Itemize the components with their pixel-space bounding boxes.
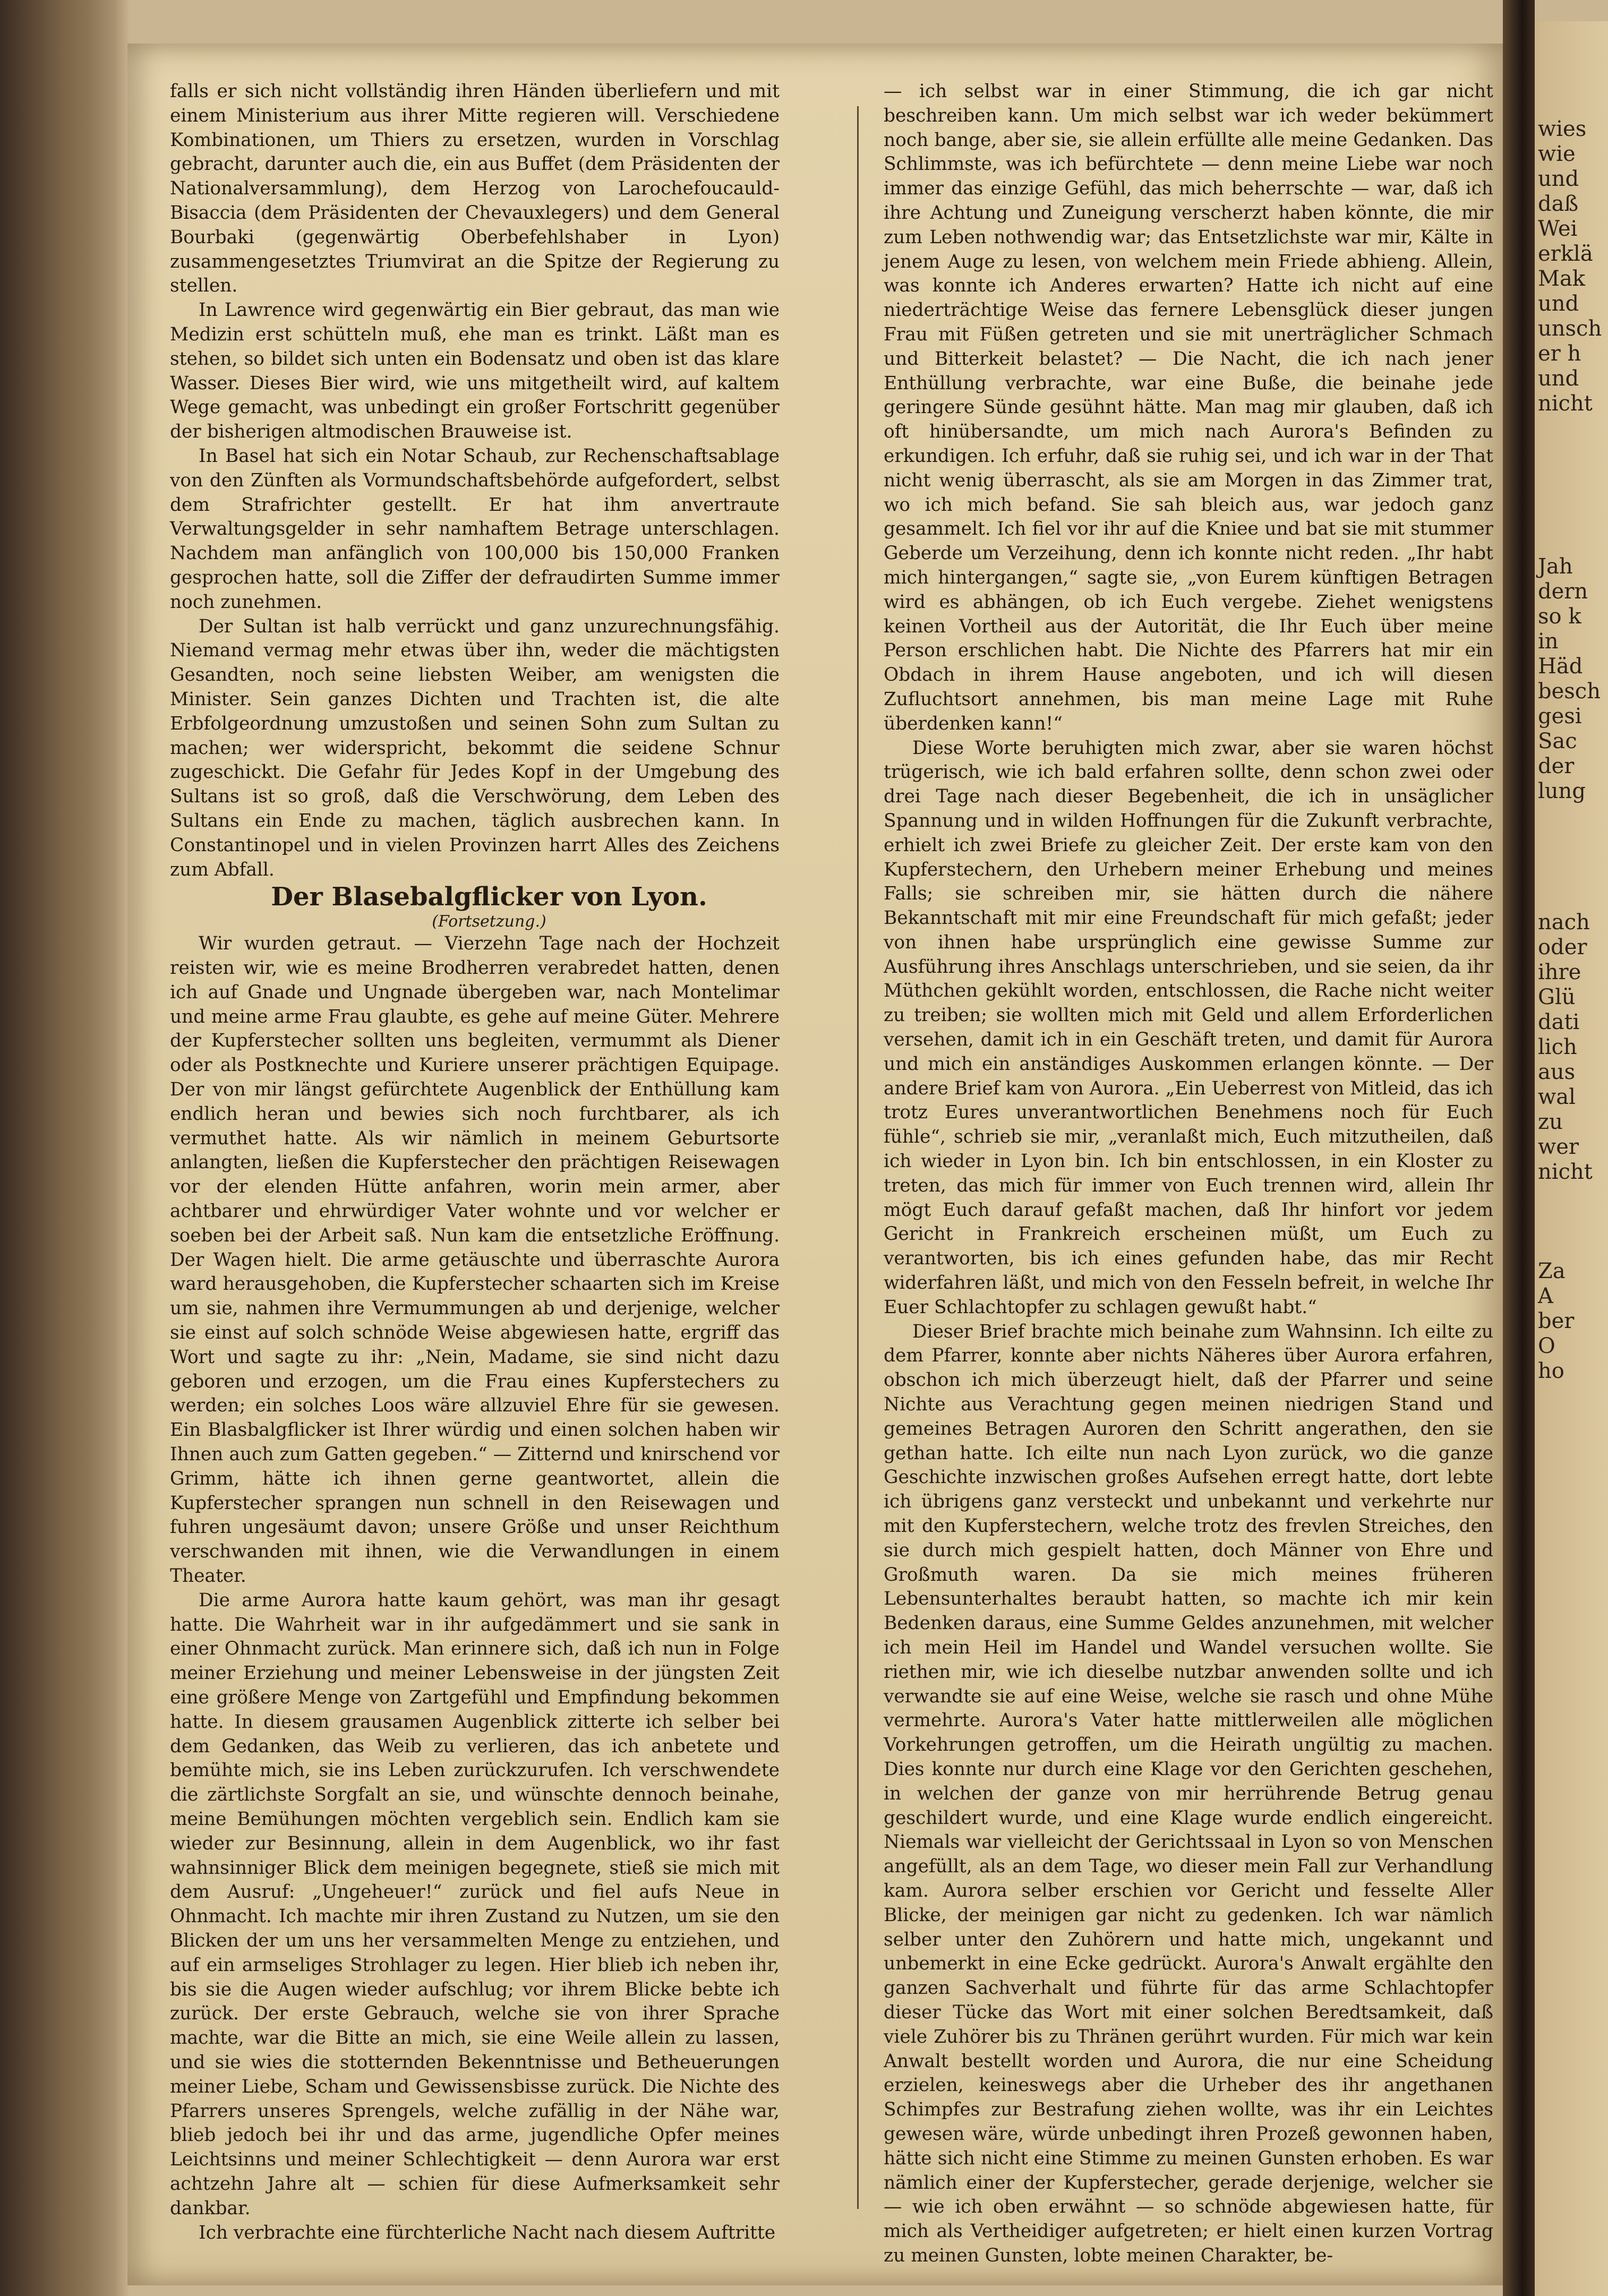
next-page-fragment: lich bbox=[1538, 1035, 1577, 1059]
next-page-fragment: Glü bbox=[1538, 985, 1576, 1009]
next-page-fragment: erklä bbox=[1538, 242, 1593, 266]
next-page-fragment: O bbox=[1538, 1334, 1555, 1358]
paragraph: Wir wurden getraut. — Vierzehn Tage nach der Hochzeit reisten wir, wie es meine Brodherren verabredet hatten, denen ich auf Gnade und Ungnade übergeben war, nach Montelimar und meine arme Frau glaubte, es gehe auf meine Güter. Mehrere der Kupferstecher sollten uns begleiten, vermummt als Diener oder als Postknechte und Kuriere unserer prächtigen Equipage. Der von mir längst gefürchtete Augenblick der Enthüllung kam endlich heran und bewies sich noch furchtbarer, als ich vermuthet hatte. Als wir nämlich in meinem Geburtsorte anlangten, ließen die Kupferstecher den prächtigen Reisewagen vor der elenden Hütte anfahren, worin mein armer, aber achtbarer und ehrwürdiger Vater wohnte und vor welcher er soeben bei der Arbeit saß. Nun kam die entsetzliche Eröffnung. Der Wagen hielt. Die arme getäuschte und überraschte Aurora ward herausgehoben, die Kupferstecher schaarten sich im Kreise um sie, nahmen ihre Vermummungen ab und derjenige, welcher sie einst auf solch schnöde Weise abgewiesen hatte, ergriff das Wort und sagte zu ihr: „Nein, Madame, sie sind nicht dazu geboren und erzogen, um die Frau eines Kupferstechers zu werden; ein solches Loos wäre allzuviel Ehre für sie gewesen. Ein Blasbalgflicker ist Ihrer würdig und einen solchen haben wir Ihnen auch zum Gatten gegeben.“ — Zitternd und knirschend vor Grimm, hätte ich ihnen gerne geantwortet, allein die Kupferstecher sprangen nun schnell in den Reisewagen und fuhren ungesäumt davon; unsere Größe und unser Reichthum verschwanden mit ihnen, wie die Verwandlungen in einem Theater. bbox=[170, 933, 780, 1587]
next-page-fragment: ber bbox=[1538, 1309, 1575, 1333]
next-page-fragment: A bbox=[1538, 1284, 1553, 1308]
next-page-fragment: daß bbox=[1538, 192, 1579, 216]
next-page-fragment: dati bbox=[1538, 1010, 1580, 1034]
paragraph: Diese Worte beruhigten mich zwar, aber sie waren höchst trügerisch, wie ich bald erfahren sollte, denn schon zwei oder drei Tage nach dieser Begebenheit, die ich in unsäglicher Spannung und in wilden Hoffnungen für die Zukunft verbrachte, erhielt ich zwei Briefe zu gleicher Zeit. Der erste kam von den Kupferstechern, den Urhebern meiner Erhebung und meines Falls; sie schreiben mir, sie hätten durch die nähere Bekanntschaft mit mir eine Freundschaft für mich gefaßt; jeder von ihnen habe ursprünglich eine gewisse Summe zur Ausführung ihres Anschlags unterschrieben, und sie seien, da ihr Müthchen gekühlt worden, entschlossen, die Rache nicht weiter zu treiben; sie wollten mich mit Geld und allem Erforderlichen versehen, damit ich in ein Geschäft treten, und damit für Aurora und mich ein anständiges Auskommen erlangen könnte. — Der andere Brief kam von Aurora. „Ein Ueberrest von Mitleid, das ich trotz Eures unverantwortlichen Benehmens noch für Euch fühle“, schrieb sie mir, „veranlaßt mich, Euch mitzutheilen, daß ich wieder in Lyon bin. Ich bin entschlossen, in ein Kloster zu treten, das mich für immer von Euch trennen wird, allein Ihr mögt Euch darauf gefaßt machen, daß Ihr hinfort vor jedem Gericht in Frankreich erscheinen müßt, um Euch zu verantworten, bis ich eines gefunden habe, das mir Recht widerfahren läßt, und mich von den Fesseln befreit, in welche Ihr Euer Schlachtopfer zu schlagen gewußt habt.“ bbox=[884, 737, 1493, 1318]
paragraph: Dieser Brief brachte mich beinahe zum Wahnsinn. Ich eilte zu dem Pfarrer, konnte aber nichts Näheres über Aurora erfahren, obschon ich mich überzeugt hielt, daß der Pfarrer und seine Nichte aus Verachtung gegen meinen niedrigen Stand und gemeines Betragen Auroren den Schritt angerathen, den sie gethan hatte. Ich eilte nun nach Lyon zurück, wo die ganze Geschichte inzwischen großes Aufsehen erregt hatte, dort lebte ich übrigens ganz versteckt und unbekannt und verkehrte nur mit den Kupferstechern, welche trotz des frevlen Streiches, den sie durch mich gespielt hatten, doch Männer von Ehre und Großmuth waren. Da sie mich meines früheren Lebensunterhaltes beraubt hatten, so machte ich mir kein Bedenken daraus, eine Summe Geldes anzunehmen, mit welcher ich mein Heil im Handel und Wandel versuchen wollte. Sie riethen mir, wie ich dieselbe nutzbar anwenden sollte und ich verwandte sie auf eine Weise, welche sie rasch und ohne Mühe vermehrte. Aurora's Vater hatte mittlerweilen alle möglichen Vorkehrungen getroffen, um die Heirath ungültig zu machen. Dies konnte nur durch eine Klage vor den Gerichten geschehen, in welchen der ganze von mir herrührende Betrug genau geschildert wurde, und eine Klage wurde endlich eingereicht. Niemals war vielleicht der Gerichtssaal in Lyon so von Menschen angefüllt, als an dem Tage, wo dieser mein Fall zur Verhandlung kam. Aurora selber erschien vor Gericht und fesselte Aller Blicke, der meinigen gar nicht zu gedenken. Ich war nämlich selber unter den Zuhörern und hatte mich, ungekannt und unbemerkt in eine Ecke gedrückt. Aurora's Anwalt ergählte den ganzen Sachverhalt und führte für das arme Schlachtopfer dieser Tücke das Wort mit einer solchen Beredtsamkeit, daß viele Zuhörer bis zu Thränen gerührt wurden. Für mich war kein Anwalt bestellt worden und Aurora, die nur eine Scheidung erzielen, keineswegs aber die Urheber des ihr angethanen Schimpfes zur Bestrafung ziehen wollte, was ihr ein Leichtes gewesen wäre, würde unbedingt ihren Prozeß gewonnen haben, hätte sich nicht eine Stimme zu meinen Gunsten erhoben. Es war nämlich einer der Kupferstecher, gerade derjenige, welcher sie — wie ich oben erwähnt — so schnöde abgewiesen hatte, für mich als Vertheidiger aufgetreten; er hielt einen kurzen Vortrag zu meinen Gunsten, lobte meinen Charakter, be- bbox=[884, 1321, 1493, 2266]
next-page-fragment: wie bbox=[1538, 142, 1576, 166]
next-page-fragment: und bbox=[1538, 292, 1579, 316]
next-page-fragment: Mak bbox=[1538, 267, 1586, 291]
next-page-fragment: Jah bbox=[1538, 554, 1573, 579]
next-page-fragment: besch bbox=[1538, 679, 1601, 704]
next-page-fragment: zu bbox=[1538, 1110, 1563, 1134]
paragraph: falls er sich nicht vollständig ihren Händen überliefern und mit einem Ministerium aus ihrer Mitte regieren will. Verschiedene Kombinationen, um Thiers zu ersetzen, wurden in Vorschlag gebracht, darunter auch die, ein aus Buffet (dem Präsidenten der Nationalversammlung), dem Herzog von Larochefoucauld-Bisaccia (dem Präsidenten der Chevauxlegers) und dem General Bourbaki (gegenwärtig Oberbefehlshaber in Lyon) zusammengesetztes Triumvirat an die Spitze der Regierung zu stellen. bbox=[170, 81, 780, 297]
column-divider bbox=[857, 106, 859, 2209]
next-page-fragment: nicht bbox=[1538, 1160, 1593, 1184]
next-page-fragment: ho bbox=[1538, 1359, 1564, 1383]
paragraph: — ich selbst war in einer Stimmung, die ich gar nicht beschreiben kann. Um mich selbst war ich weder bekümmert noch bange, aber sie, sie allein erfüllte alle meine Gedanken. Das Schlimmste, was ich befürchtete — denn meine Liebe war noch immer das einzige Gefühl, das mich beherrschte — war, daß ich ihre Achtung und Zuneigung verscherzt haben könnte, die mir zum Leben nothwendig war; das Entsetzlichste war mir, Kälte in jenem Auge zu lesen, von welchem mein Friede abhieng. Allein, was konnte ich Anderes erwarten? Hatte ich nicht auf eine niederträchtige Weise das fernere Lebensglück dieser jungen Frau mit Füßen getreten und sie mit unerträglicher Schmach und Bitterkeit belastet? — Die Nacht, die ich nach jener Enthüllung verbrachte, war eine Buße, die beinahe jede geringere Sünde gesühnt hätte. Man mag mir glauben, daß ich oft hinübersandte, um mich nach Aurora's Befinden zu erkundigen. Ich erfuhr, daß sie ruhig sei, und ich war in der That nicht wenig überrascht, als sie am Morgen in das Zimmer trat, wo ich mich befand. Sie sah bleich aus, war jedoch ganz gesammelt. Ich fiel vor ihr auf die Kniee und bat sie mit stummer Geberde um Verzeihung, denn ich konnte nicht reden. „Ihr habt mich hintergangen,“ sagte sie, „von Eurem künftigen Betragen wird es abhängen, ob ich Euch vergebe. Ziehet wenigstens keinen Vortheil aus der Autorität, die Ihr Euch über meine Person erschlichen habt. Die Nichte des Pfarrers hat mir ein Obdach in ihrem Hause angeboten, und ich will diesen Zufluchtsort annehmen, bis man meine Lage mit Ruhe überdenken kann!“ bbox=[884, 81, 1493, 734]
left-column bbox=[170, 80, 780, 2245]
book-gutter bbox=[1503, 0, 1535, 2296]
story-title: Der Blasebalgflicker von Lyon. bbox=[271, 882, 707, 912]
next-page-fragment: wies bbox=[1538, 117, 1587, 141]
paragraph: In Basel hat sich ein Notar Schaub, zur Rechenschaftsablage von den Zünften als Vormundschaftsbehörde aufgefordert, selbst dem Strafrichter gestellt. Er hat ihm anvertraute Verwaltungsgelder in sehr namhaftem Betrage unterschlagen. Nachdem man anfänglich von 100,000 bis 150,000 Franken gesprochen hatte, soll die Ziffer der defraudirten Summe immer noch zunehmen. bbox=[170, 445, 780, 613]
next-page-fragment: lung bbox=[1538, 779, 1586, 803]
next-page-fragment: aus bbox=[1538, 1060, 1576, 1084]
next-page-fragment: gesi bbox=[1538, 704, 1582, 729]
right-column bbox=[884, 80, 1493, 2268]
next-page-fragment: Sac bbox=[1538, 729, 1577, 753]
story-subtitle: (Fortsetzung.) bbox=[432, 912, 546, 931]
next-page-fragment: nach bbox=[1538, 910, 1590, 935]
next-page-fragment: in bbox=[1538, 629, 1559, 654]
paragraph: Der Sultan ist halb verrückt und ganz unzurechnungsfähig. Niemand vermag mehr etwas über ihn, weder die mächtigsten Gesandten, noch seine liebsten Weiber, am wenigsten die Minister. Sein ganzes Dichten und Trachten ist, die alte Erbfolgeordnung umzustoßen und seinen Sohn zum Sultan zu machen; wer widerspricht, bekommt die seidene Schnur zugeschickt. Die Gefahr für Jedes Kopf in der Umgebung des Sultans ist so groß, daß die Verschwörung, dem Leben des Sultans ein Ende zu machen, täglich ausbrechen kann. In Constantinopel und in vielen Provinzen harrt Alles des Zeichens zum Abfall. bbox=[170, 615, 780, 880]
paragraph: Die arme Aurora hatte kaum gehört, was man ihr gesagt hatte. Die Wahrheit war in ihr aufgedämmert und sie sank in einer Ohnmacht zurück. Man erinnere sich, daß ich nun in Folge meiner Erziehung und meiner Lebensweise in der jüngsten Zeit eine größere Menge von Zartgefühl und Empfindung bekommen hatte. In diesem grausamen Augenblick zitterte ich selber bei dem Gedanken, das Weib zu verlieren, das ich anbetete und bemühte mich, sie ins Leben zurückzurufen. Ich verschwendete die zärtlichste Sorgfalt an sie, und wünschte dennoch beinahe, meine Bemühungen möchten vergeblich sein. Endlich kam sie wieder zur Besinnung, allein in dem Augenblick, wo ihr fast wahnsinniger Blick dem meinigen begegnete, stieß sie mich mit dem Ausruf: „Ungeheuer!“ zurück und fiel aufs Neue in Ohnmacht. Ich machte mir ihren Zustand zu Nutzen, um sie den Blicken der um uns her versammelten Menge zu entziehen, und auf ein armseliges Strohlager zu legen. Hier blieb ich neben ihr, bis sie die Augen wieder aufschlug; vor ihrem Blicke bebte ich zurück. Der erste Gebrauch, welche sie von ihrer Sprache machte, war die Bitte an mich, sie eine Weile allein zu lassen, und sie wies die stotternden Bekenntnisse und Betheuerungen meiner Liebe, Scham und Gewissensbisse zurück. Die Nichte des Pfarrers unseres Sprengels, welche zufällig in der Nähe war, blieb jedoch bei ihr und das arme, jugendliche Opfer meines Leichtsinns und meiner Schlechtigkeit — denn Aurora war erst achtzehn Jahre alt — schien für diese Aufmerksamkeit sehr dankbar. bbox=[170, 1589, 780, 2219]
next-page-fragment: wal bbox=[1538, 1085, 1576, 1109]
next-page-edge bbox=[1535, 21, 1608, 2296]
next-page-fragment: Wei bbox=[1538, 217, 1578, 241]
next-page-fragment: oder bbox=[1538, 935, 1587, 959]
next-page-fragment: er h bbox=[1538, 341, 1581, 366]
next-page-fragment: der bbox=[1538, 754, 1575, 778]
next-page-fragment: wer bbox=[1538, 1135, 1579, 1159]
next-page-fragment: unsch bbox=[1538, 316, 1602, 341]
next-page-fragment: Häd bbox=[1538, 654, 1583, 679]
next-page-fragment: nicht bbox=[1538, 391, 1593, 416]
paragraph: Ich verbrachte eine fürchterliche Nacht nach diesem Auftritte bbox=[199, 2222, 776, 2243]
paragraph: In Lawrence wird gegenwärtig ein Bier gebraut, das man wie Medizin erst schütteln muß, ehe man es trinkt. Läßt man es stehen, so bildet sich unten ein Bodensatz und oben ist das klare Wasser. Dieses Bier wird, wie uns mitgetheilt wird, auf kaltem Wege gemacht, was unbedingt ein großer Fortschritt gegenüber der bisherigen altmodischen Brauweise ist. bbox=[170, 299, 780, 443]
next-page-fragment: so k bbox=[1538, 604, 1581, 629]
next-page-fragment: Za bbox=[1538, 1259, 1566, 1283]
next-page-fragment: dern bbox=[1538, 579, 1588, 604]
next-page-fragment: ihre bbox=[1538, 960, 1581, 984]
next-page-fragment: und bbox=[1538, 167, 1579, 191]
next-page-fragment: und bbox=[1538, 366, 1579, 391]
